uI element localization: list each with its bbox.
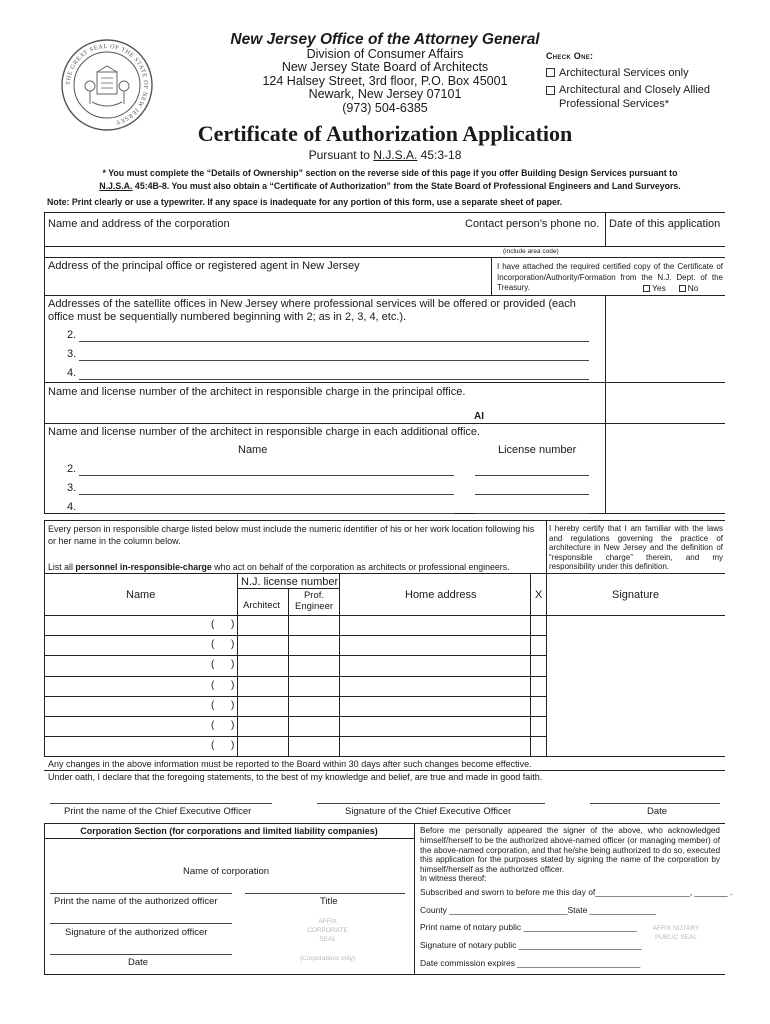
- col-license-number: License number: [498, 444, 577, 456]
- corporation-date-line[interactable]: [50, 954, 232, 955]
- additional-license-line-2[interactable]: [475, 475, 589, 476]
- instruction-line: [70, 180, 710, 193]
- location-paren-open: (: [211, 659, 215, 671]
- personnel-row[interactable]: [44, 696, 546, 716]
- satellite-number: 4.: [67, 367, 77, 379]
- col-prof-engineer: Prof. Engineer: [294, 590, 334, 612]
- personnel-row[interactable]: [44, 655, 546, 675]
- notary-statement: Before me personally appeared the signer of the above, who acknowledged himself/herself to be the authorized above-named officer (or managing member) of the above-named corporation, and that he/she being authorized to do so, executed this application for the purposes stated by signing the name of the corporation by himself/herself as the authorized officer.: [420, 826, 720, 875]
- check-architectural-only[interactable]: [546, 67, 736, 79]
- additional-number: 3.: [67, 482, 77, 494]
- label-principal-office: Address of the principal office or registered agent in New Jersey: [48, 260, 360, 272]
- notary-commission: Date commission expires __________________________: [420, 958, 641, 968]
- label-ceo-name: Print the name of the Chief Executive Officer: [64, 806, 252, 817]
- header-address: [220, 48, 550, 115]
- instructions: [70, 167, 710, 192]
- location-paren-open: (: [211, 740, 215, 752]
- title-line[interactable]: [245, 893, 405, 894]
- corporate-seal-placeholder: AFFIX CORPORATE SEAL: [307, 918, 348, 943]
- address-line: (973) 504-6385: [342, 100, 428, 115]
- attached-yes-no[interactable]: [643, 283, 699, 293]
- col-home-address: Home address: [405, 589, 477, 601]
- location-paren-open: (: [211, 699, 215, 711]
- address-line: New Jersey State Board of Architects: [281, 60, 489, 75]
- additional-name-line-2[interactable]: [79, 475, 454, 476]
- corporation-heading: Corporation Section (for corporations and limited liability companies): [80, 826, 378, 836]
- col-x: X: [535, 589, 543, 601]
- location-paren-open: (: [211, 720, 215, 731]
- label-title: Title: [320, 896, 338, 907]
- label-ceo-date: Date: [647, 806, 668, 817]
- ceo-date-line[interactable]: [590, 803, 720, 804]
- header-office: New Jersey Office of the Attorney General: [230, 31, 540, 48]
- location-paren-close: ): [231, 659, 235, 671]
- personnel-list-all: [48, 562, 543, 572]
- list-suffix: who act on behalf of the corporation as architects or professional engineers.: [211, 562, 510, 572]
- label-ai: AI: [474, 411, 484, 422]
- additional-name-line-3[interactable]: [79, 494, 454, 495]
- instruction-line: * You must complete the “Details of Ownership” section on the reverse side of this page if you offer Building Design Services pursuant to: [102, 168, 678, 178]
- location-paren-open: (: [211, 679, 215, 691]
- additional-name-line-4[interactable]: [79, 513, 454, 514]
- no-label: No: [687, 283, 699, 293]
- location-paren-close: ): [231, 679, 235, 691]
- notary-witness: In witness thereof:: [420, 874, 487, 883]
- personnel-row[interactable]: [44, 635, 546, 655]
- personnel-row[interactable]: [44, 676, 546, 696]
- label-satellite-offices: Addresses of the satellite offices in New Jersey where professional services will be offered or provided (each office must be sequentially numbered beginning with 2; as in 2, 3, 4, etc.).: [48, 298, 576, 323]
- notary-county: County _________________________State ______________: [420, 905, 656, 915]
- certify-statement: I hereby certify that I am familiar with the laws and regulations governing the practice of architecture in New Jersey and the definition of “responsible charge” therein, and my responsibility under this definition.: [549, 524, 723, 572]
- subtitle-statute: N.J.S.A.: [373, 148, 418, 162]
- ceo-signature-line[interactable]: [317, 803, 545, 804]
- label-architect-additional: Name and license number of the architect in responsible charge in each additional office.: [48, 426, 481, 438]
- label-ceo-signature: Signature of the Chief Executive Officer: [345, 806, 512, 817]
- state-seal: [60, 38, 154, 132]
- list-prefix: List all: [48, 562, 76, 572]
- subtitle-prefix: Pursuant to: [308, 148, 374, 162]
- checkbox-yes[interactable]: [643, 285, 650, 292]
- label-name-address: Name and address of the corporation: [48, 218, 230, 230]
- address-line: Newark, New Jersey 07101: [308, 87, 462, 102]
- checkbox[interactable]: [546, 86, 555, 95]
- satellite-line-4[interactable]: [79, 379, 589, 380]
- instruction-statute: N.J.S.A.: [99, 180, 133, 191]
- label-corporation-date: Date: [128, 957, 149, 968]
- personnel-row[interactable]: [44, 716, 546, 736]
- additional-number: 2.: [67, 463, 77, 475]
- location-paren-open: (: [211, 639, 215, 651]
- additional-license-line-4[interactable]: [475, 513, 589, 514]
- col-signature: Signature: [612, 589, 660, 601]
- under-oath: Under oath, I declare that the foregoing statements, to the best of my knowledge and belief, are true and made in good faith.: [48, 772, 543, 782]
- form-subtitle: [220, 148, 550, 162]
- additional-number: 4.: [67, 501, 77, 513]
- label-architect-principal: Name and license number of the architect in responsible charge in the principal office.: [48, 386, 466, 398]
- col-architect: Architect: [243, 600, 280, 611]
- address-line: 124 Halsey Street, 3rd floor, P.O. Box 45001: [262, 73, 508, 88]
- corporations-only-note: (Corporations only): [299, 955, 356, 962]
- instructions-note: Note: Print clearly or use a typewriter. If any space is inadequate for any portion of this form, use a separate sheet of paper.: [47, 197, 563, 207]
- notary-signature: Signature of notary public __________________________: [420, 940, 642, 950]
- personnel-row[interactable]: [44, 615, 546, 635]
- personnel-intro: Every person in responsible charge listed below must include the numeric identifier of his or her work location following his or her name in the column below.: [48, 524, 535, 546]
- option-label: Architectural and Closely Allied Professional Services*: [559, 84, 711, 110]
- form-title: Certificate of Authorization Application: [197, 121, 573, 146]
- svg-text:THE GREAT SEAL OF THE STATE OF: THE GREAT SEAL OF THE STATE OF NEW JERSEY: [64, 42, 150, 127]
- location-paren-close: ): [231, 699, 235, 711]
- label-officer-name: Print the name of the authorized officer: [54, 896, 218, 907]
- location-paren-close: ): [231, 720, 235, 731]
- label-name-corporation: Name of corporation: [183, 866, 270, 877]
- location-paren-open: (: [211, 619, 215, 630]
- satellite-number: 2.: [67, 329, 77, 341]
- satellite-number: 3.: [67, 348, 77, 360]
- address-line: Division of Consumer Affairs: [306, 47, 464, 61]
- location-paren-close: ): [231, 619, 235, 630]
- checkbox-no[interactable]: [679, 285, 686, 292]
- location-paren-close: ): [231, 639, 235, 651]
- notary-seal-placeholder: AFFIX NOTARY PUBLIC SEAL: [652, 925, 700, 941]
- check-one-box: [546, 51, 736, 111]
- label-date-application: Date of this application: [609, 218, 721, 230]
- satellite-line-2[interactable]: [79, 341, 589, 342]
- check-architectural-allied[interactable]: [546, 83, 736, 111]
- label-area-code: (include area code): [503, 248, 559, 255]
- label-officer-signature: Signature of the authorized officer: [65, 927, 208, 938]
- satellite-line-3[interactable]: [79, 360, 589, 361]
- col-personnel-name: Name: [126, 589, 156, 601]
- attached-cert-text: I have attached the required certified copy of the Certificate of Incorporation/Authority/Formation from the N.J. Dept. of the Treasury.: [497, 262, 723, 293]
- checkbox[interactable]: [546, 68, 555, 77]
- ceo-name-line[interactable]: [50, 803, 272, 804]
- col-nj-license: N.J. license number: [241, 576, 339, 588]
- location-paren-close: ): [231, 740, 235, 752]
- officer-name-line[interactable]: [50, 893, 232, 894]
- notary-print-name: Print name of notary public ________________________: [420, 922, 637, 932]
- notary-subscribed: Subscribed and sworn to before me this day of____________________, _______ .: [420, 887, 733, 897]
- yes-label: Yes: [652, 283, 666, 293]
- label-contact-phone: Contact person’s phone no.: [465, 218, 600, 230]
- instruction-rest: 45:4B-8. You must also obtain a “Certificate of Authorization” from the State Board of Professional Engineers and Land Surveyors.: [132, 180, 681, 191]
- check-one-heading: Check One:: [546, 51, 594, 61]
- col-name: Name: [238, 444, 268, 456]
- additional-license-line-3[interactable]: [475, 494, 589, 495]
- subtitle-suffix: 45:3-18: [417, 148, 462, 162]
- changes-notice: Any changes in the above information must be reported to the Board within 30 days after such changes become effective.: [48, 759, 532, 769]
- option-label: Architectural Services only: [559, 67, 689, 79]
- personnel-row[interactable]: [44, 736, 546, 756]
- list-bold: personnel in-responsible-charge: [75, 562, 212, 572]
- officer-signature-line[interactable]: [50, 923, 232, 924]
